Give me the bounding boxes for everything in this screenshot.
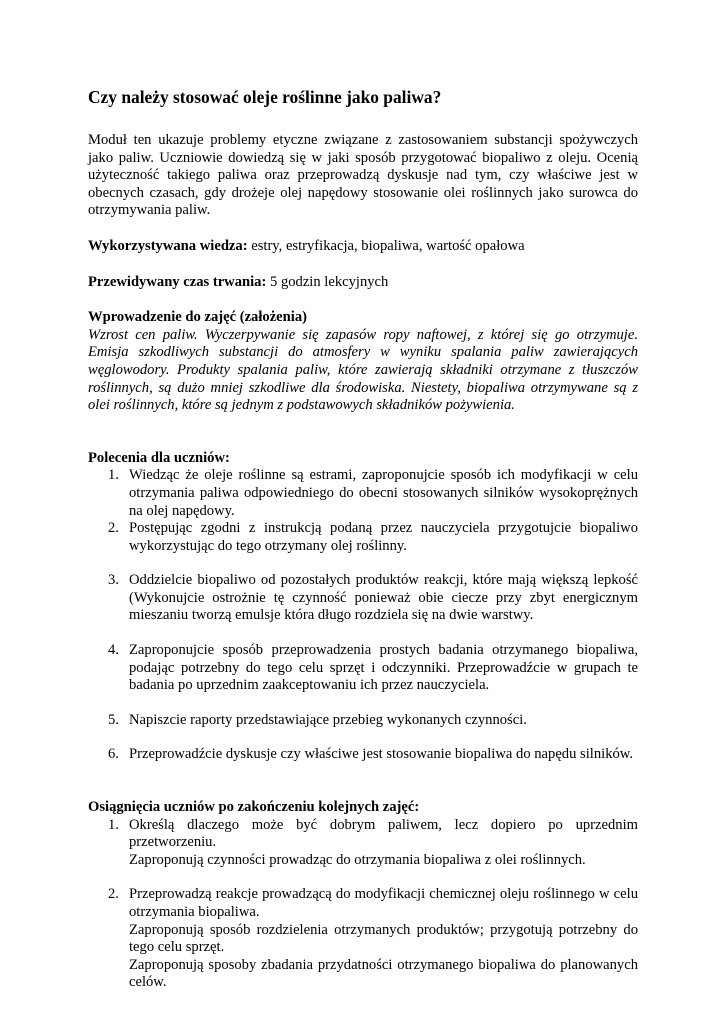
list-item	[88, 642, 638, 695]
intro-heading: Wprowadzenie do zajęć (założenia)	[88, 309, 307, 326]
list-item-text: Postępując zgodni z instrukcją podaną przez nauczyciela przygotujcie biopaliwo wykorzystując do tego otrzymany olej roślinny.	[129, 520, 638, 554]
knowledge-value: estry, estryfikacja, biopaliwa, wartość opałowa	[247, 237, 525, 254]
list-item	[88, 712, 638, 730]
list-item-number: 1.	[108, 467, 119, 484]
duration-label: Przewidywany czas trwania:	[88, 273, 267, 290]
list-item-text: Wiedząc że oleje roślinne są estrami, zaproponujcie sposób ich modyfikacji w celu otrzymania paliwa odpowiedniego do obecni stosowanych silników wysokoprężnych na olej napędowy.	[129, 467, 638, 519]
list-item-text: Określą dlaczego może być dobrym paliwem, lecz dopiero po uprzednim przetworzeniu.	[129, 816, 638, 851]
knowledge-line	[88, 238, 638, 256]
list-item	[88, 520, 638, 555]
list-item-number: 1.	[108, 816, 119, 833]
commands-heading: Polecenia dla uczniów:	[88, 449, 230, 466]
duration-line	[88, 274, 638, 292]
achievements-list	[88, 817, 638, 992]
list-item-text: Zaproponują czynności prowadząc do otrzymania biopaliwa z olei roślinnych.	[129, 851, 586, 868]
document-content	[88, 86, 638, 1009]
list-item-text: Zaproponujcie sposób przeprowadzenia prostych badania otrzymanego biopaliwa, podając potrzebny do tego celu sprzęt i odczynniki. Przeprowadźcie w grupach te badania po uprzednim zaakceptowaniu ich przez nauczyciela.	[129, 642, 638, 694]
list-item-number: 2.	[108, 886, 119, 903]
list-item-number: 2.	[108, 520, 119, 537]
list-item	[88, 886, 638, 992]
list-item-text: Przeprowadźcie dyskusje czy właściwe jest stosowanie biopaliwa do napędu silników.	[129, 746, 634, 763]
list-item-text: Oddzielcie biopaliwo od pozostałych produktów reakcji, które mają większą lepkość (Wykonujcie ostrożnie tę czynność ponieważ obie ciecze przy zbyt energicznym mieszaniu tworzą emulsje która długo rozdziela się na dwie warstwy.	[129, 572, 638, 624]
list-item	[88, 572, 638, 625]
intro-text: Wzrost cen paliw. Wyczerpywanie się zapasów ropy naftowej, z której się go otrzymuje. Emisja szkodliwych substancji do atmosfery w wyniku spalania paliw zawierających węglowodory. Produkty spalania paliw, które zawierają składniki otrzymane z tłuszczów roślinnych, są dużo mniej szkodliwe dla środowiska. Niestety, biopaliwa otrzymywane są z olei roślinnych, które są jednym z podstawowych składników pożywienia.	[88, 326, 638, 414]
duration-value: 5 godzin lekcyjnych	[266, 273, 389, 290]
list-item-number: 5.	[108, 711, 119, 728]
list-item-number: 6.	[108, 746, 119, 763]
list-item	[88, 746, 638, 764]
list-item-number: 4.	[108, 642, 119, 659]
commands-list	[88, 467, 638, 764]
achievements-heading: Osiągnięcia uczniów po zakończeniu kolejnych zajęć:	[88, 799, 420, 816]
knowledge-label: Wykorzystywana wiedza:	[88, 237, 248, 254]
list-item-text: Zaproponują sposoby zbadania przydatności otrzymanego biopaliwa do planowanych celów.	[129, 956, 638, 991]
list-item-text: Zaproponują sposób rozdzielenia otrzymanych produktów; przygotują potrzebny do tego celu sprzęt.	[129, 921, 638, 956]
page-title: Czy należy stosować oleje roślinne jako paliwa?	[88, 87, 442, 107]
module-description: Moduł ten ukazuje problemy etyczne związane z zastosowaniem substancji spożywczych jako paliw. Uczniowie dowiedzą się w jaki sposób przygotować biopaliwo z oleju. Ocenią użyteczność takiego paliwa oraz przeprowadzą dyskusje nad tym, czy właściwe jest w obecnych czasach, gdy drożeje olej napędowy stosowanie olei roślinnych jako surowca do otrzymywania paliw.	[88, 132, 638, 219]
list-item-number: 3.	[108, 572, 119, 589]
list-item	[88, 817, 638, 870]
list-item	[88, 467, 638, 520]
list-item-text: Przeprowadzą reakcje prowadzącą do modyfikacji chemicznej oleju roślinnego w celu otrzymania biopaliwa.	[129, 886, 638, 920]
list-item-text: Napiszcie raporty przedstawiające przebieg wykonanych czynności.	[129, 711, 527, 728]
